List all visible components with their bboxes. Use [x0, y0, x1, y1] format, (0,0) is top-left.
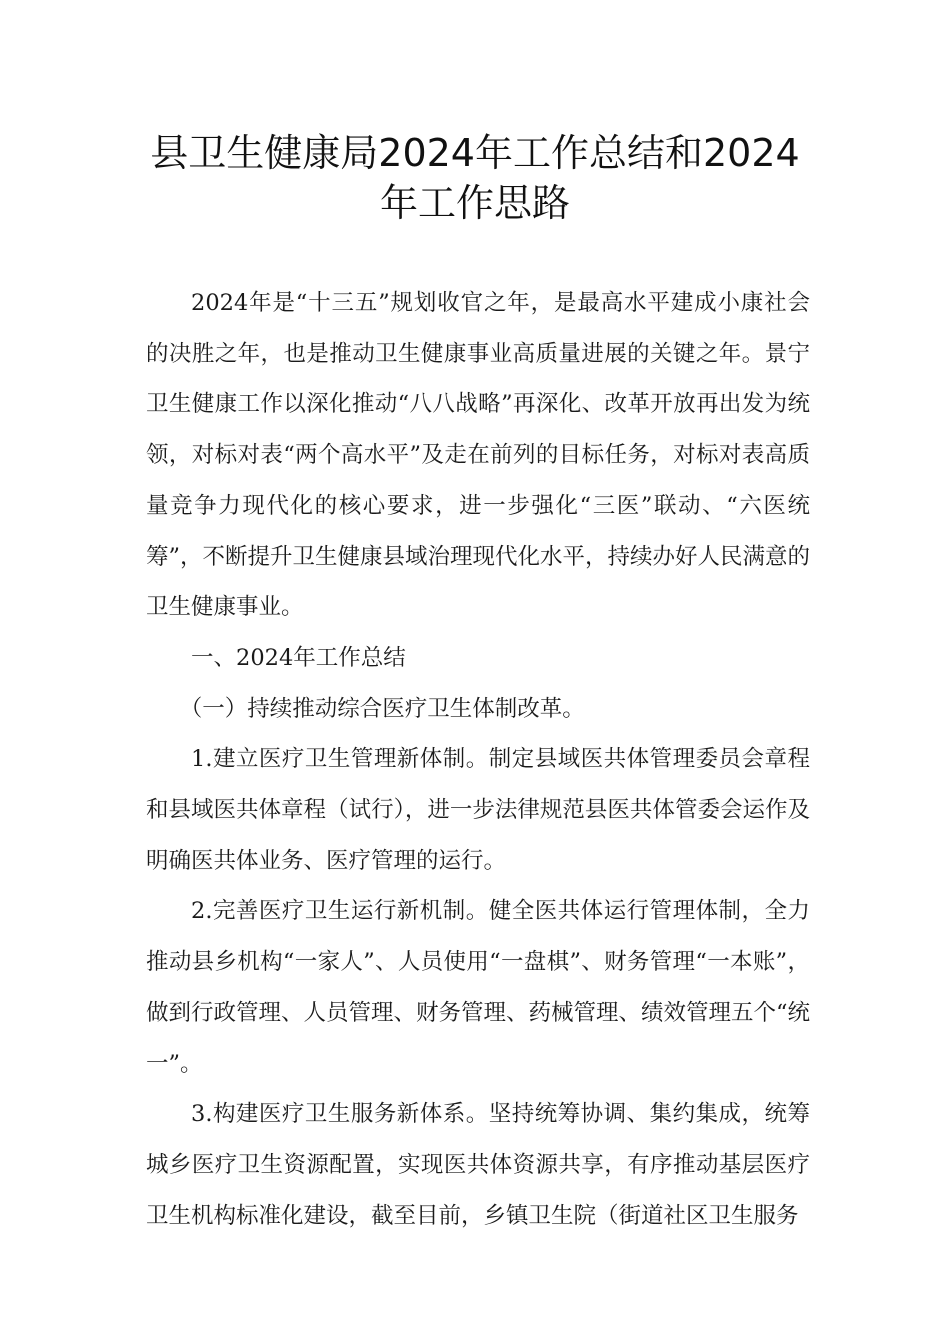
document-body	[146, 278, 810, 1241]
document-title	[120, 128, 830, 228]
title-line-1: 县卫生健康局2024年工作总结和2024	[150, 131, 800, 175]
item-paragraph-2: 2.完善医疗卫生运行新机制。健全医共体运行管理体制，全力推动县乡机构“一家人”、人员使用“一盘棋”、财务管理“一本账”，做到行政管理、人员管理、财务管理、药械管理、绩效管理五个“统一”。	[146, 898, 811, 1077]
title-line-2: 年工作思路	[379, 181, 570, 225]
item-paragraph-1: 1.建立医疗卫生管理新体制。制定县域医共体管理委员会章程和县域医共体章程（试行），进一步法律规范县医共体管委会运作及明确医共体业务、医疗管理的运行。	[146, 746, 810, 874]
item-paragraph-3: 3.构建医疗卫生服务新体系。坚持统筹协调、集约集成，统筹城乡医疗卫生资源配置，实现医共体资源共享，有序推动基层医疗卫生机构标准化建设，截至目前，乡镇卫生院（街道社区卫生服务	[146, 1101, 810, 1229]
subsection-heading-reform: （一）持续推动综合医疗卫生体制改革。	[179, 695, 585, 722]
intro-paragraph: 2024年是“十三五”规划收官之年，是最高水平建成小康社会的决胜之年，也是推动卫生健康事业高质量进展的关键之年。景宁卫生健康工作以深化推动“八八战略”再深化、改革开放再出发为统领，对标对表“两个高水平”及走在前列的目标任务，对标对表高质量竞争力现代化的核心要求，进一步强化“三医”联动、“六医统筹”，不断提升卫生健康县域治理现代化水平，持续办好人民满意的卫生健康事业。	[146, 290, 811, 621]
section-heading-summary: 一、2024年工作总结	[191, 644, 406, 671]
